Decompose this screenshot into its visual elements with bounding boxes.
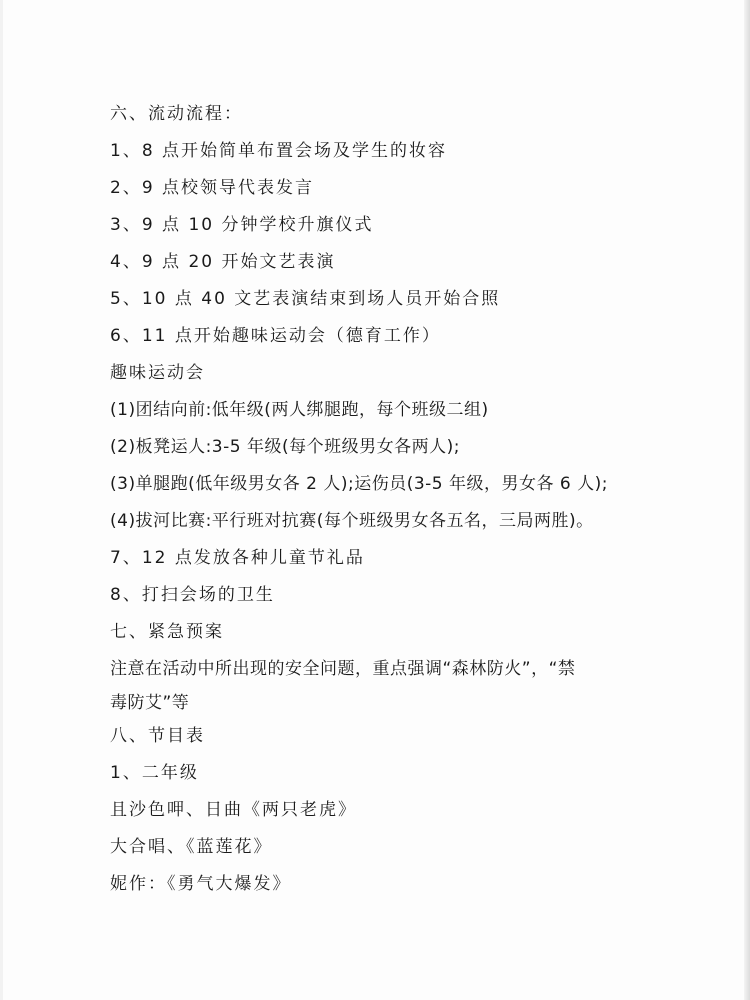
section-heading-process: 六、流动流程： xyxy=(110,104,243,124)
paragraph-line: 毒防艾”等 xyxy=(110,693,190,713)
list-item: 8、打扫会场的卫生 xyxy=(110,585,275,605)
program-item: 大合唱、《蓝莲花》 xyxy=(110,837,273,857)
list-item: 1、二年级 xyxy=(110,763,199,783)
section-heading-emergency: 七、紧急预案 xyxy=(110,622,224,642)
list-item: 7、12 点发放各种儿童节礼品 xyxy=(110,548,365,568)
list-item: 1、8 点开始简单布置会场及学生的妆容 xyxy=(110,141,448,161)
list-item: 3、9 点 10 分钟学校升旗仪式 xyxy=(110,215,374,235)
list-item: (4)拔河比赛:平行班对抗赛(每个班级男女各五名，三局两胜)。 xyxy=(110,511,594,531)
list-item: (1)团结向前:低年级(两人绑腿跑，每个班级二组) xyxy=(110,400,489,420)
program-item: 且沙色呷、日曲《两只老虎》 xyxy=(110,800,357,820)
subheading-fun-games: 趣味运动会 xyxy=(110,363,205,383)
scan-edge-right xyxy=(744,0,750,1000)
scan-edge-left xyxy=(0,0,3,1000)
document-body xyxy=(110,96,710,903)
section-heading-program: 八、节目表 xyxy=(110,726,205,746)
program-item: 妮作：《勇气大爆发》 xyxy=(110,874,292,894)
list-item: (2)板凳运人:3-5 年级(每个班级男女各两人); xyxy=(110,437,460,457)
list-item: 6、11 点开始趣味运动会（德育工作） xyxy=(110,326,441,346)
paragraph-line: 注意在活动中所出现的安全问题，重点强调“森林防火”，“禁 xyxy=(110,659,576,679)
list-item: 5、10 点 40 文艺表演结束到场人员开始合照 xyxy=(110,289,501,309)
list-item: 4、9 点 20 开始文艺表演 xyxy=(110,252,336,272)
list-item: 2、9 点校领导代表发言 xyxy=(110,178,315,198)
list-item: (3)单腿跑(低年级男女各 2 人);运伤员(3-5 年级，男女各 6 人); xyxy=(110,474,608,494)
